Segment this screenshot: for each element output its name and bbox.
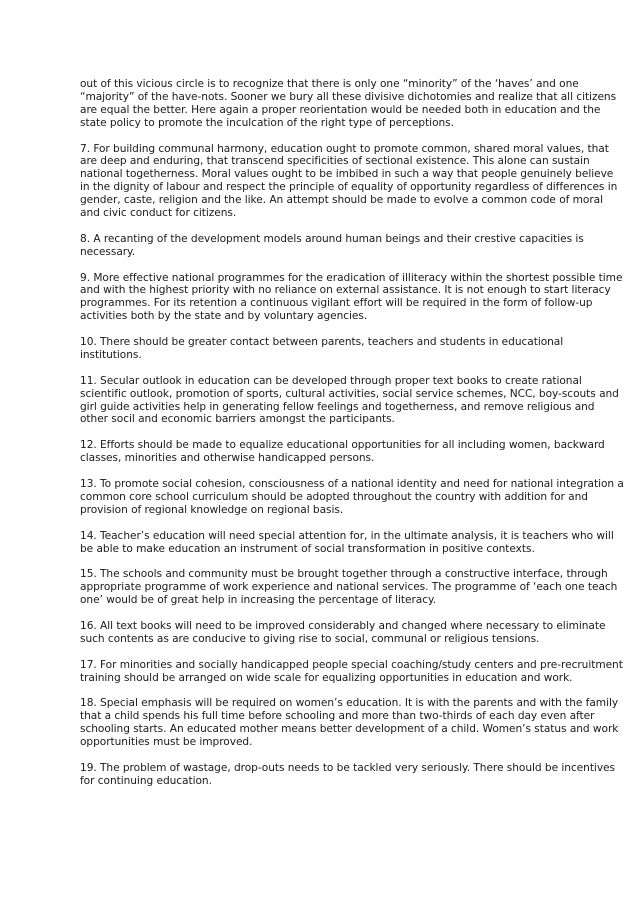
paragraph-17: 17. For minorities and socially handicapped people special coaching/study centers and pre-recruitment training should be arranged on wide scale for equalizing opportunities in education and work. bbox=[80, 658, 623, 684]
document-page bbox=[80, 78, 625, 801]
paragraph-10: 10. There should be greater contact between parents, teachers and students in educational institutions. bbox=[80, 336, 564, 361]
paragraph-7: 7. For building communal harmony, education ought to promote common, shared moral values, that are deep and enduring, that transcend specificities of sectional existence. This alone can sustain national togetherness. Moral values ought to be imbibed in such a way that people genuinely believe in the dignity of labour and respect the principle of equality of opportunity regardless of differences in gender, caste, religion and the like. An attempt should be made to evolve a common code of moral and civic conduct for citizens. bbox=[80, 142, 618, 220]
paragraph-continuation: out of this vicious circle is to recognize that there is only one “minority” of the ‘haves’ and one “majority” of the have-nots. Sooner we bury all these divisive dichotomies and realize that all citizens are equal the better. Here again a proper reorientation would be needed both in education and the state policy to promote the inculcation of the right type of perceptions. bbox=[80, 78, 617, 129]
paragraph-18: 18. Special emphasis will be required on women’s education. It is with the parents and with the family that a child spends his full time before schooling and more than two-thirds of each day even after schooling starts. An educated mother means better development of a child. Women’s status and work opportunities must be improved. bbox=[80, 697, 619, 749]
paragraph-16: 16. All text books will need to be improved considerably and changed where necessary to eliminate such contents as are conducive to giving rise to social, communal or religious tensions. bbox=[80, 619, 606, 645]
paragraph-8: 8. A recanting of the development models around human beings and their crestive capacities is necessary. bbox=[80, 232, 584, 258]
paragraph-9: 9. More effective national programmes for the eradication of illiteracy within the shortest possible time and with the highest priority with no reliance on external assistance. It is not enough to start literacy programmes. For its retention a continuous vigilant effort will be required in the form of follow-up activities both by the state and by voluntary agencies. bbox=[80, 271, 623, 323]
paragraph-14: 14. Teacher’s education will need special attention for, in the ultimate analysis, it is teachers who will be able to make education an instrument of social transformation in positive contexts. bbox=[80, 529, 614, 555]
paragraph-12: 12. Efforts should be made to equalize educational opportunities for all including women, backward classes, minorities and otherwise handicapped persons. bbox=[80, 439, 605, 465]
paragraph-15: 15. The schools and community must be brought together through a constructive interface, through appropriate programme of work experience and national services. The programme of ‘each one teach one’ would be of great help in increasing the percentage of literacy. bbox=[80, 568, 618, 607]
paragraph-19: 19. The problem of wastage, drop-outs needs to be tackled very seriously. There should be incentives for continuing education. bbox=[80, 761, 615, 787]
paragraph-11: 11. Secular outlook in education can be developed through proper text books to create rational scientific outlook, promotion of sports, cultural activities, social service schemes, NCC, boy-scouts and girl guide activities help in generating fellow feelings and togetherness, and remove religious and other socil and economic barriers amongst the participants. bbox=[80, 374, 619, 426]
paragraph-13: 13. To promote social cohesion, consciousness of a national identity and need for national integration a common core school curriculum should be adopted throughout the country with addition for and provision of regional knowledge on regional basis. bbox=[80, 477, 624, 516]
